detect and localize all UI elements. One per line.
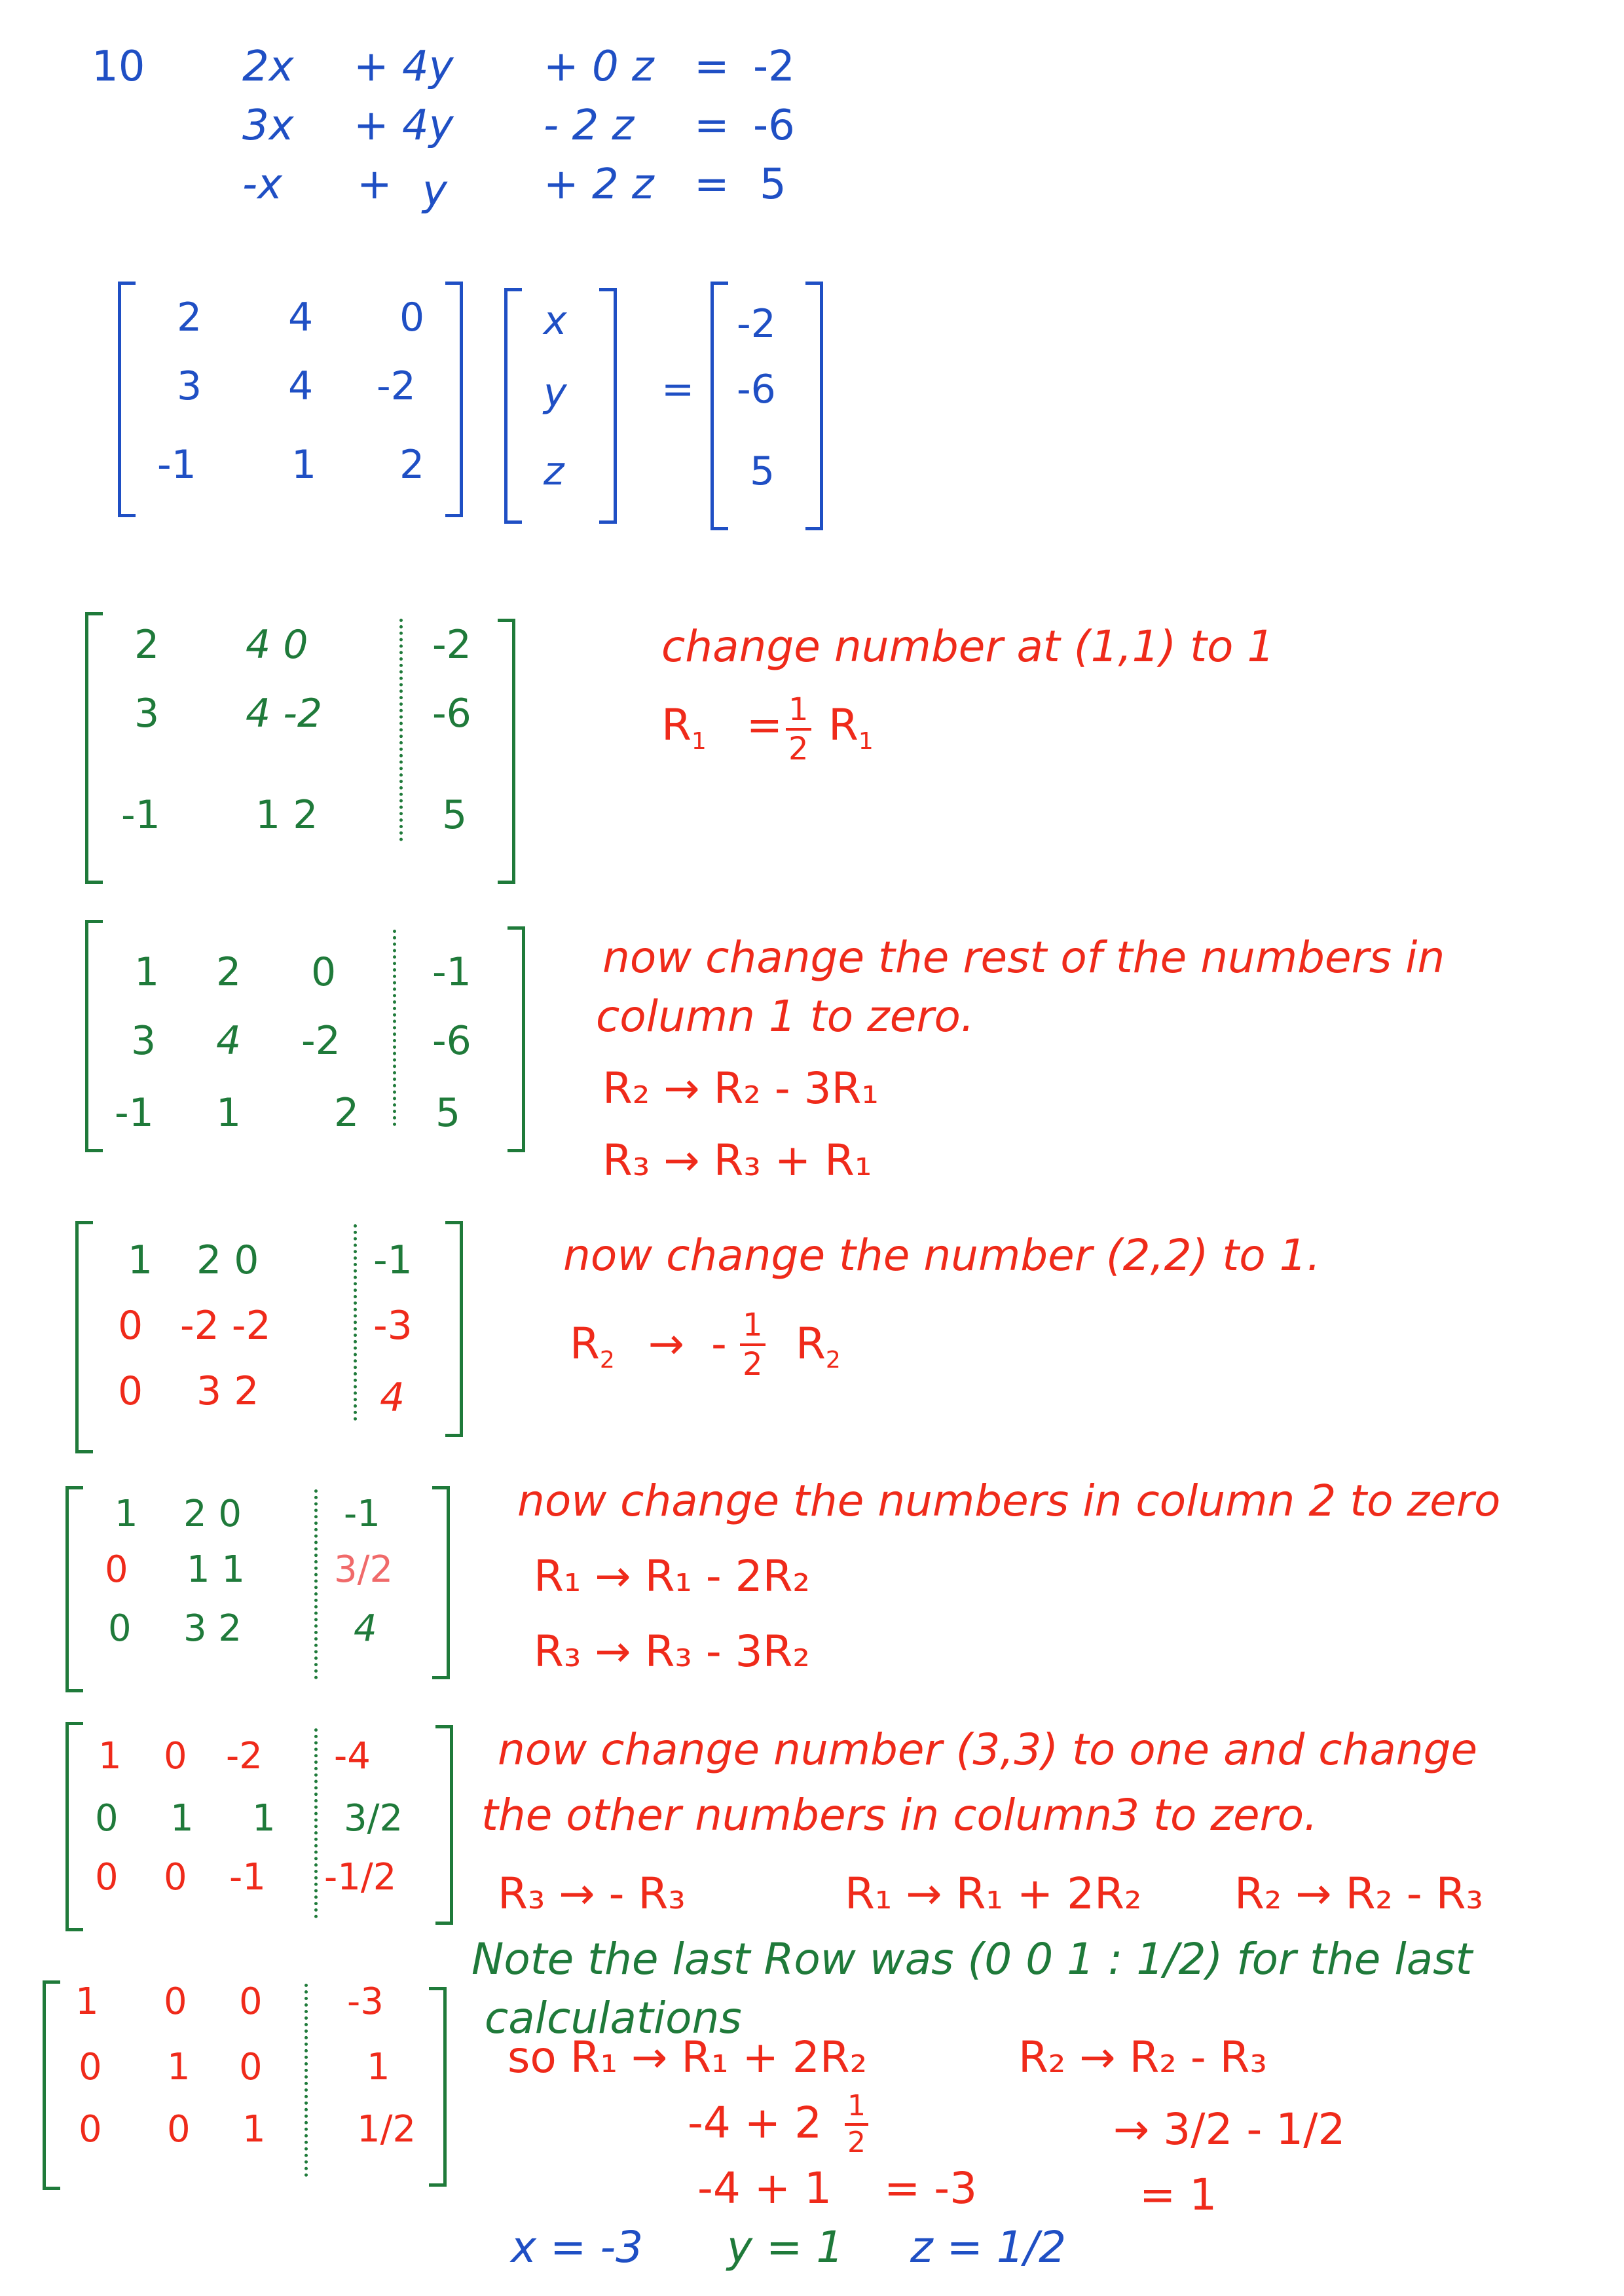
matrix-cell: 5 bbox=[435, 1090, 461, 1136]
calculation-line: R₂ → R₂ - R₃ bbox=[1018, 2032, 1267, 2083]
calculation-line: -4 + 1 bbox=[697, 2163, 832, 2214]
matrix-cell: -6 bbox=[432, 691, 471, 737]
matrix-cell: 1 bbox=[216, 1090, 242, 1136]
matrix-cell: 2 0 bbox=[196, 1237, 259, 1283]
solution-x: x = -3 bbox=[511, 2222, 644, 2272]
eq1-equals: = bbox=[694, 43, 729, 91]
matrix-cell: 0 bbox=[95, 1856, 119, 1899]
matrix-cell: -1/2 bbox=[324, 1856, 397, 1899]
matrix-cell: 0 bbox=[95, 1797, 119, 1840]
op-lhs: R bbox=[661, 700, 692, 750]
calculation-line: -4 + 2 bbox=[688, 2098, 822, 2148]
vector-b-cell: 5 bbox=[750, 448, 775, 494]
matrix-cell: 4 bbox=[216, 1018, 242, 1064]
solution-y: y = 1 bbox=[727, 2222, 844, 2272]
matrix-cell: 3 2 bbox=[196, 1368, 259, 1414]
eq1-term-x: 2x bbox=[242, 43, 294, 91]
matrix-a-cell: 2 bbox=[177, 295, 202, 340]
matrix-cell: 3 2 bbox=[183, 1607, 242, 1650]
eq3-term-y: y bbox=[422, 167, 447, 215]
matrix-a-cell: 1 bbox=[291, 442, 317, 488]
matrix-a-right-bracket bbox=[445, 282, 463, 517]
augmented-right-bracket bbox=[432, 1486, 450, 1679]
eq3-plus: + bbox=[357, 160, 392, 209]
matrix-cell: 5 bbox=[442, 792, 468, 838]
matrix-cell: 0 bbox=[79, 2046, 102, 2088]
calculation-line: = 1 bbox=[1139, 2170, 1217, 2220]
vector-x-right-bracket bbox=[599, 288, 617, 524]
matrix-a-cell: -1 bbox=[157, 442, 196, 488]
augmented-right-bracket bbox=[435, 1725, 453, 1925]
op-sign: - bbox=[711, 1319, 727, 1369]
matrix-cell: 1 bbox=[75, 1980, 99, 2023]
matrix-a-left-bracket bbox=[118, 282, 136, 517]
matrix-cell: 0 bbox=[167, 2108, 191, 2151]
matrix-cell: 4 bbox=[380, 1375, 405, 1421]
matrix-a-cell: -2 bbox=[377, 363, 416, 409]
row-operation: R₃ → R₃ + R₁ bbox=[602, 1135, 872, 1186]
vector-x-cell: z bbox=[544, 448, 564, 494]
op-rhs-letter: R bbox=[828, 700, 858, 750]
augmented-right-bracket bbox=[429, 1987, 447, 2187]
matrix-cell: 1 bbox=[167, 2046, 191, 2088]
op-fraction bbox=[740, 1307, 766, 1383]
augmented-divider bbox=[314, 1489, 318, 1679]
eq2-equals: = bbox=[694, 101, 729, 150]
eq2-term-y: + 4y bbox=[354, 101, 454, 150]
row-operation bbox=[661, 700, 783, 756]
matrix-cell: 0 bbox=[118, 1368, 143, 1414]
matrix-cell: 3/2 bbox=[344, 1797, 403, 1840]
op-lhs: R bbox=[570, 1319, 600, 1369]
vector-b-right-bracket bbox=[805, 282, 823, 530]
step-note: now change the numbers in column 2 to zero bbox=[517, 1476, 1501, 1526]
matrix-cell: -2 bbox=[432, 622, 471, 668]
calculation-line: so R₁ → R₁ + 2R₂ bbox=[507, 2032, 868, 2083]
step-note: now change the rest of the numbers in bbox=[602, 932, 1445, 983]
augmented-divider bbox=[354, 1224, 357, 1421]
eq3-term-z: + 2 z bbox=[544, 160, 654, 209]
row-operation: R₁ → R₁ - 2R₂ bbox=[534, 1551, 810, 1601]
augmented-divider bbox=[304, 1984, 308, 2177]
matrix-cell: 0 bbox=[108, 1607, 132, 1650]
vector-x-cell: x bbox=[544, 298, 567, 344]
augmented-divider bbox=[399, 619, 403, 841]
matrix-cell: 1/2 bbox=[357, 2108, 416, 2151]
matrix-cell: 2 bbox=[134, 622, 160, 668]
op-lhs-sub: 2 bbox=[599, 1347, 615, 1374]
matrix-cell: 1 bbox=[98, 1735, 122, 1777]
matrix-cell: -1 bbox=[344, 1493, 380, 1535]
matrix-cell: 0 bbox=[79, 2108, 102, 2151]
eq3-rhs: 5 bbox=[760, 160, 786, 209]
op-lhs-sub: 1 bbox=[691, 728, 707, 756]
matrix-cell: -1 bbox=[229, 1856, 266, 1899]
fraction-denominator: 2 bbox=[743, 1346, 763, 1383]
matrix-cell: -6 bbox=[432, 1018, 471, 1064]
calculation-line: → 3/2 - 1/2 bbox=[1113, 2104, 1346, 2155]
row-operation: R₁ → R₁ + 2R₂ bbox=[845, 1868, 1142, 1919]
matrix-cell: 4 -2 bbox=[246, 691, 323, 737]
matrix-cell: 0 bbox=[105, 1548, 128, 1591]
matrix-cell: -1 bbox=[432, 949, 471, 995]
augmented-left-bracket bbox=[85, 920, 103, 1152]
augmented-right-bracket bbox=[498, 619, 515, 884]
op-rhs-sub: 1 bbox=[858, 728, 874, 756]
matrix-cell: 1 bbox=[367, 2046, 390, 2088]
op-rhs-sub: 2 bbox=[825, 1347, 841, 1374]
row-operation: R₂ → R₂ - R₃ bbox=[1234, 1868, 1483, 1919]
eq3-term-x: -x bbox=[242, 160, 282, 209]
matrix-cell: -2 bbox=[301, 1018, 341, 1064]
fraction-denominator: 2 bbox=[847, 2126, 866, 2159]
matrix-equals: = bbox=[661, 367, 695, 412]
eq2-rhs: -6 bbox=[753, 101, 795, 150]
op-arrow: → bbox=[648, 1319, 685, 1369]
calc-fraction bbox=[845, 2089, 868, 2159]
eq3-equals: = bbox=[694, 160, 729, 209]
step-note: change number at (1,1) to 1 bbox=[661, 621, 1275, 672]
matrix-cell: 3 bbox=[134, 691, 160, 737]
matrix-cell: 1 1 bbox=[187, 1548, 246, 1591]
matrix-cell: -1 bbox=[121, 792, 160, 838]
eq1-term-z: + 0 z bbox=[544, 43, 654, 91]
row-operation: R₃ → - R₃ bbox=[498, 1868, 686, 1919]
vector-x-cell: y bbox=[544, 370, 567, 416]
matrix-cell: 0 bbox=[311, 949, 337, 995]
row-operation: R₂ → R₂ - 3R₁ bbox=[602, 1063, 879, 1114]
op-fraction bbox=[786, 691, 811, 767]
op-rhs bbox=[828, 700, 874, 756]
solution-z: z = 1/2 bbox=[910, 2222, 1067, 2272]
matrix-cell: 4 bbox=[354, 1607, 377, 1650]
op-rhs bbox=[796, 1319, 841, 1374]
matrix-cell: 1 bbox=[252, 1797, 276, 1840]
row-operation: R₃ → R₃ - 3R₂ bbox=[534, 1626, 810, 1677]
matrix-cell: 1 bbox=[242, 2108, 266, 2151]
augmented-right-bracket bbox=[507, 926, 525, 1152]
aside-note: Note the last Row was (0 0 1 : 1/2) for the last bbox=[471, 1934, 1473, 1984]
fraction-denominator: 2 bbox=[788, 731, 809, 767]
fraction-numerator: 1 bbox=[845, 2092, 868, 2126]
op-equals: = bbox=[746, 700, 783, 750]
matrix-cell: -2 bbox=[226, 1735, 263, 1777]
vector-b-cell: -6 bbox=[737, 367, 776, 412]
fraction-numerator: 1 bbox=[740, 1309, 766, 1346]
augmented-right-bracket bbox=[445, 1221, 463, 1437]
matrix-cell: 3/2 bbox=[334, 1548, 394, 1591]
aside-note: calculations bbox=[485, 1993, 742, 2043]
eq1-rhs: -2 bbox=[753, 43, 795, 91]
eq2-term-z: - 2 z bbox=[544, 101, 635, 150]
eq1-term-y: + 4y bbox=[354, 43, 454, 91]
step-note: now change number (3,3) to one and change bbox=[498, 1724, 1478, 1775]
matrix-cell: -1 bbox=[373, 1237, 413, 1283]
matrix-cell: -2 -2 bbox=[180, 1303, 271, 1349]
step-note: column 1 to zero. bbox=[596, 991, 974, 1042]
matrix-cell: 2 bbox=[216, 949, 242, 995]
matrix-cell: 1 bbox=[170, 1797, 194, 1840]
matrix-cell: 0 bbox=[118, 1303, 143, 1349]
vector-b-cell: -2 bbox=[737, 301, 776, 347]
matrix-cell: -1 bbox=[115, 1090, 154, 1136]
augmented-divider bbox=[393, 930, 396, 1126]
step-note: now change the number (2,2) to 1. bbox=[563, 1230, 1321, 1281]
problem-number: 10 bbox=[92, 43, 145, 91]
augmented-left-bracket bbox=[65, 1486, 83, 1692]
matrix-cell: 2 0 bbox=[183, 1493, 242, 1535]
fraction-numerator: 1 bbox=[786, 694, 811, 731]
step-note: the other numbers in column3 to zero. bbox=[481, 1790, 1318, 1840]
augmented-left-bracket bbox=[43, 1980, 60, 2190]
matrix-cell: 0 bbox=[164, 1980, 187, 2023]
matrix-cell: 0 bbox=[164, 1856, 187, 1899]
row-operation bbox=[570, 1319, 727, 1374]
matrix-cell: -3 bbox=[373, 1303, 413, 1349]
augmented-divider bbox=[314, 1728, 318, 1918]
calculation-line: = -3 bbox=[884, 2163, 978, 2214]
matrix-a-cell: 3 bbox=[177, 363, 202, 409]
matrix-cell: 1 bbox=[134, 949, 160, 995]
matrix-cell: 1 bbox=[115, 1493, 138, 1535]
matrix-cell: 0 bbox=[239, 1980, 263, 2023]
matrix-a-cell: 4 bbox=[288, 363, 314, 409]
matrix-a-cell: 2 bbox=[399, 442, 425, 488]
matrix-cell: 3 bbox=[131, 1018, 157, 1064]
vector-b-left-bracket bbox=[710, 282, 728, 530]
matrix-cell: 0 bbox=[239, 2046, 263, 2088]
matrix-cell: -4 bbox=[334, 1735, 371, 1777]
op-rhs-letter: R bbox=[796, 1319, 826, 1369]
matrix-cell: 2 bbox=[334, 1090, 360, 1136]
eq2-term-x: 3x bbox=[242, 101, 294, 150]
matrix-cell: 0 bbox=[164, 1735, 187, 1777]
matrix-cell: 1 bbox=[128, 1237, 153, 1283]
matrix-cell: -3 bbox=[347, 1980, 384, 2023]
augmented-left-bracket bbox=[65, 1722, 83, 1931]
matrix-cell: 4 0 bbox=[246, 622, 308, 668]
matrix-a-cell: 4 bbox=[288, 295, 314, 340]
vector-x-left-bracket bbox=[504, 288, 522, 524]
augmented-left-bracket bbox=[85, 612, 103, 884]
matrix-cell: 1 2 bbox=[255, 792, 318, 838]
augmented-left-bracket bbox=[75, 1221, 93, 1453]
matrix-a-cell: 0 bbox=[399, 295, 425, 340]
